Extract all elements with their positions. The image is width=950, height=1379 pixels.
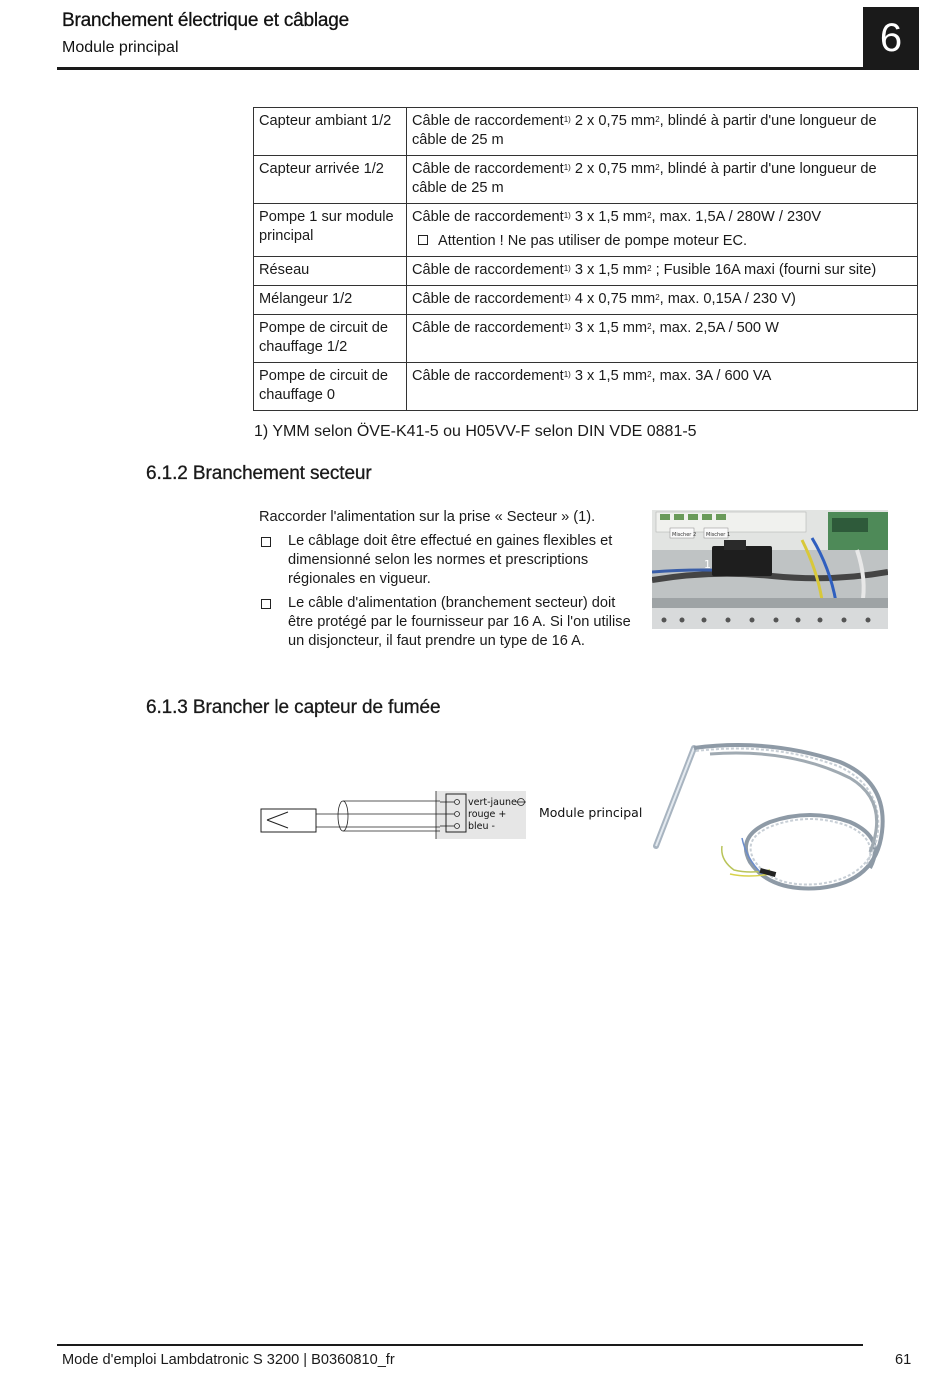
cable-spec-table <box>253 107 918 411</box>
table-row <box>254 315 918 363</box>
checkbox-bullet-icon <box>261 537 271 547</box>
section-heading-flue-sensor: 6.1.3 Brancher le capteur de fumée <box>146 697 441 718</box>
list-item <box>259 594 644 651</box>
table-footnote: 1) YMM selon ÖVE-K41-5 ou H05VV-F selon DIN VDE 0881-5 <box>254 423 697 440</box>
spec-text: Câble de raccordement <box>412 262 564 278</box>
spec-text: 2 x 0,75 mm <box>570 113 656 129</box>
table-row <box>254 363 918 411</box>
table-row <box>254 156 918 204</box>
mains-intro: Raccorder l'alimentation sur la prise « Secteur » (1). <box>259 509 596 525</box>
table-cell-cable-spec <box>407 204 918 257</box>
terminal-label-green-yellow: vert-jaune <box>468 797 517 808</box>
superscript: 1) <box>563 322 571 331</box>
checkbox-bullet-icon <box>261 599 271 609</box>
superscript: 1) <box>563 293 571 302</box>
flue-gas-sensor-photo <box>650 742 890 894</box>
photo-label: Mischer 1 <box>706 532 731 538</box>
superscript: 1) <box>563 163 571 172</box>
table-row <box>254 286 918 315</box>
table-cell-cable-spec <box>407 257 918 286</box>
section-heading-mains: 6.1.2 Branchement secteur <box>146 463 372 484</box>
superscript: 2 <box>655 115 660 124</box>
spec-text: Câble de raccordement <box>412 320 564 336</box>
table-cell-component: Pompe de circuit de chauffage 1/2 <box>254 315 407 363</box>
table-cell-component: Capteur arrivée 1/2 <box>254 156 407 204</box>
footer-document-title: Mode d'emploi Lambdatronic S 3200 | B0360810_fr <box>62 1352 395 1368</box>
spec-text: , blindé à partir d'une longueur de câble de 25 m <box>412 161 877 196</box>
header-divider <box>57 67 863 70</box>
chapter-number-badge: 6 <box>863 7 919 70</box>
superscript: 1) <box>563 211 571 220</box>
table-cell-component: Mélangeur 1/2 <box>254 286 407 315</box>
terminal-label-blue: bleu - <box>468 821 495 832</box>
spec-note <box>412 232 912 251</box>
superscript: 2 <box>655 163 660 172</box>
spec-text: Câble de raccordement <box>412 113 564 129</box>
superscript: 2 <box>655 293 660 302</box>
spec-text: , blindé à partir d'une longueur de câble de 25 m <box>412 113 877 148</box>
spec-text: 4 x 0,75 mm <box>570 291 656 307</box>
spec-text: 3 x 1,5 mm <box>570 320 648 336</box>
superscript: 1) <box>563 115 571 124</box>
table-cell-cable-spec <box>407 363 918 411</box>
superscript: 2 <box>647 322 652 331</box>
table-row <box>254 108 918 156</box>
spec-text: , max. 2,5A / 500 W <box>651 320 779 336</box>
terminal-label-red: rouge + <box>468 809 507 820</box>
superscript: 2 <box>647 264 652 273</box>
table-cell-cable-spec <box>407 156 918 204</box>
table-row <box>254 257 918 286</box>
spec-text: Câble de raccordement <box>412 161 564 177</box>
mains-connection-text <box>259 508 644 651</box>
module-principal-label: Module principal <box>539 805 643 820</box>
bullet-text: Le câble d'alimentation (branchement secteur) doit être protégé par le fournisseur par 16 A. Si l'on utilise un disjoncteur, il faut prendre un type de 16 A. <box>288 595 631 649</box>
spec-text: Câble de raccordement <box>412 368 564 384</box>
footer-divider <box>57 1344 863 1346</box>
table-cell-component: Pompe de circuit de chauffage 0 <box>254 363 407 411</box>
photo-callout-1: 1 <box>704 558 711 571</box>
list-item <box>259 532 644 589</box>
page-header-subtitle: Module principal <box>62 39 179 56</box>
flue-sensor-wiring-diagram <box>258 785 528 841</box>
spec-text: 3 x 1,5 mm <box>570 209 648 225</box>
table-cell-component: Pompe 1 sur module principal <box>254 204 407 257</box>
spec-text: 2 x 0,75 mm <box>570 161 656 177</box>
table-cell-cable-spec <box>407 108 918 156</box>
spec-text: , max. 3A / 600 VA <box>651 368 772 384</box>
spec-text: 3 x 1,5 mm <box>570 368 648 384</box>
superscript: 2 <box>647 370 652 379</box>
superscript: 1) <box>563 370 571 379</box>
spec-text: 3 x 1,5 mm <box>570 262 648 278</box>
spec-text: Câble de raccordement <box>412 209 564 225</box>
superscript: 2 <box>647 211 652 220</box>
bullet-text: Le câblage doit être effectué en gaines flexibles et dimensionné selon les normes et prescriptions régionales en vigueur. <box>288 533 613 587</box>
table-cell-cable-spec <box>407 315 918 363</box>
spec-text: ; Fusible 16A maxi (fourni sur site) <box>651 262 877 278</box>
mains-socket-photo <box>652 510 888 629</box>
spec-text: , max. 0,15A / 230 V) <box>659 291 796 307</box>
superscript: 1) <box>563 264 571 273</box>
spec-text: , max. 1,5A / 280W / 230V <box>651 209 822 225</box>
note-text: Attention ! Ne pas utiliser de pompe moteur EC. <box>438 233 748 249</box>
checkbox-bullet-icon <box>418 235 428 245</box>
spec-text: Câble de raccordement <box>412 291 564 307</box>
table-cell-cable-spec <box>407 286 918 315</box>
page-number: 61 <box>895 1352 912 1368</box>
photo-label: Mischer 2 <box>672 532 697 538</box>
table-cell-component: Réseau <box>254 257 407 286</box>
table-row <box>254 204 918 257</box>
table-cell-component: Capteur ambiant 1/2 <box>254 108 407 156</box>
page-header-title: Branchement électrique et câblage <box>62 10 350 31</box>
